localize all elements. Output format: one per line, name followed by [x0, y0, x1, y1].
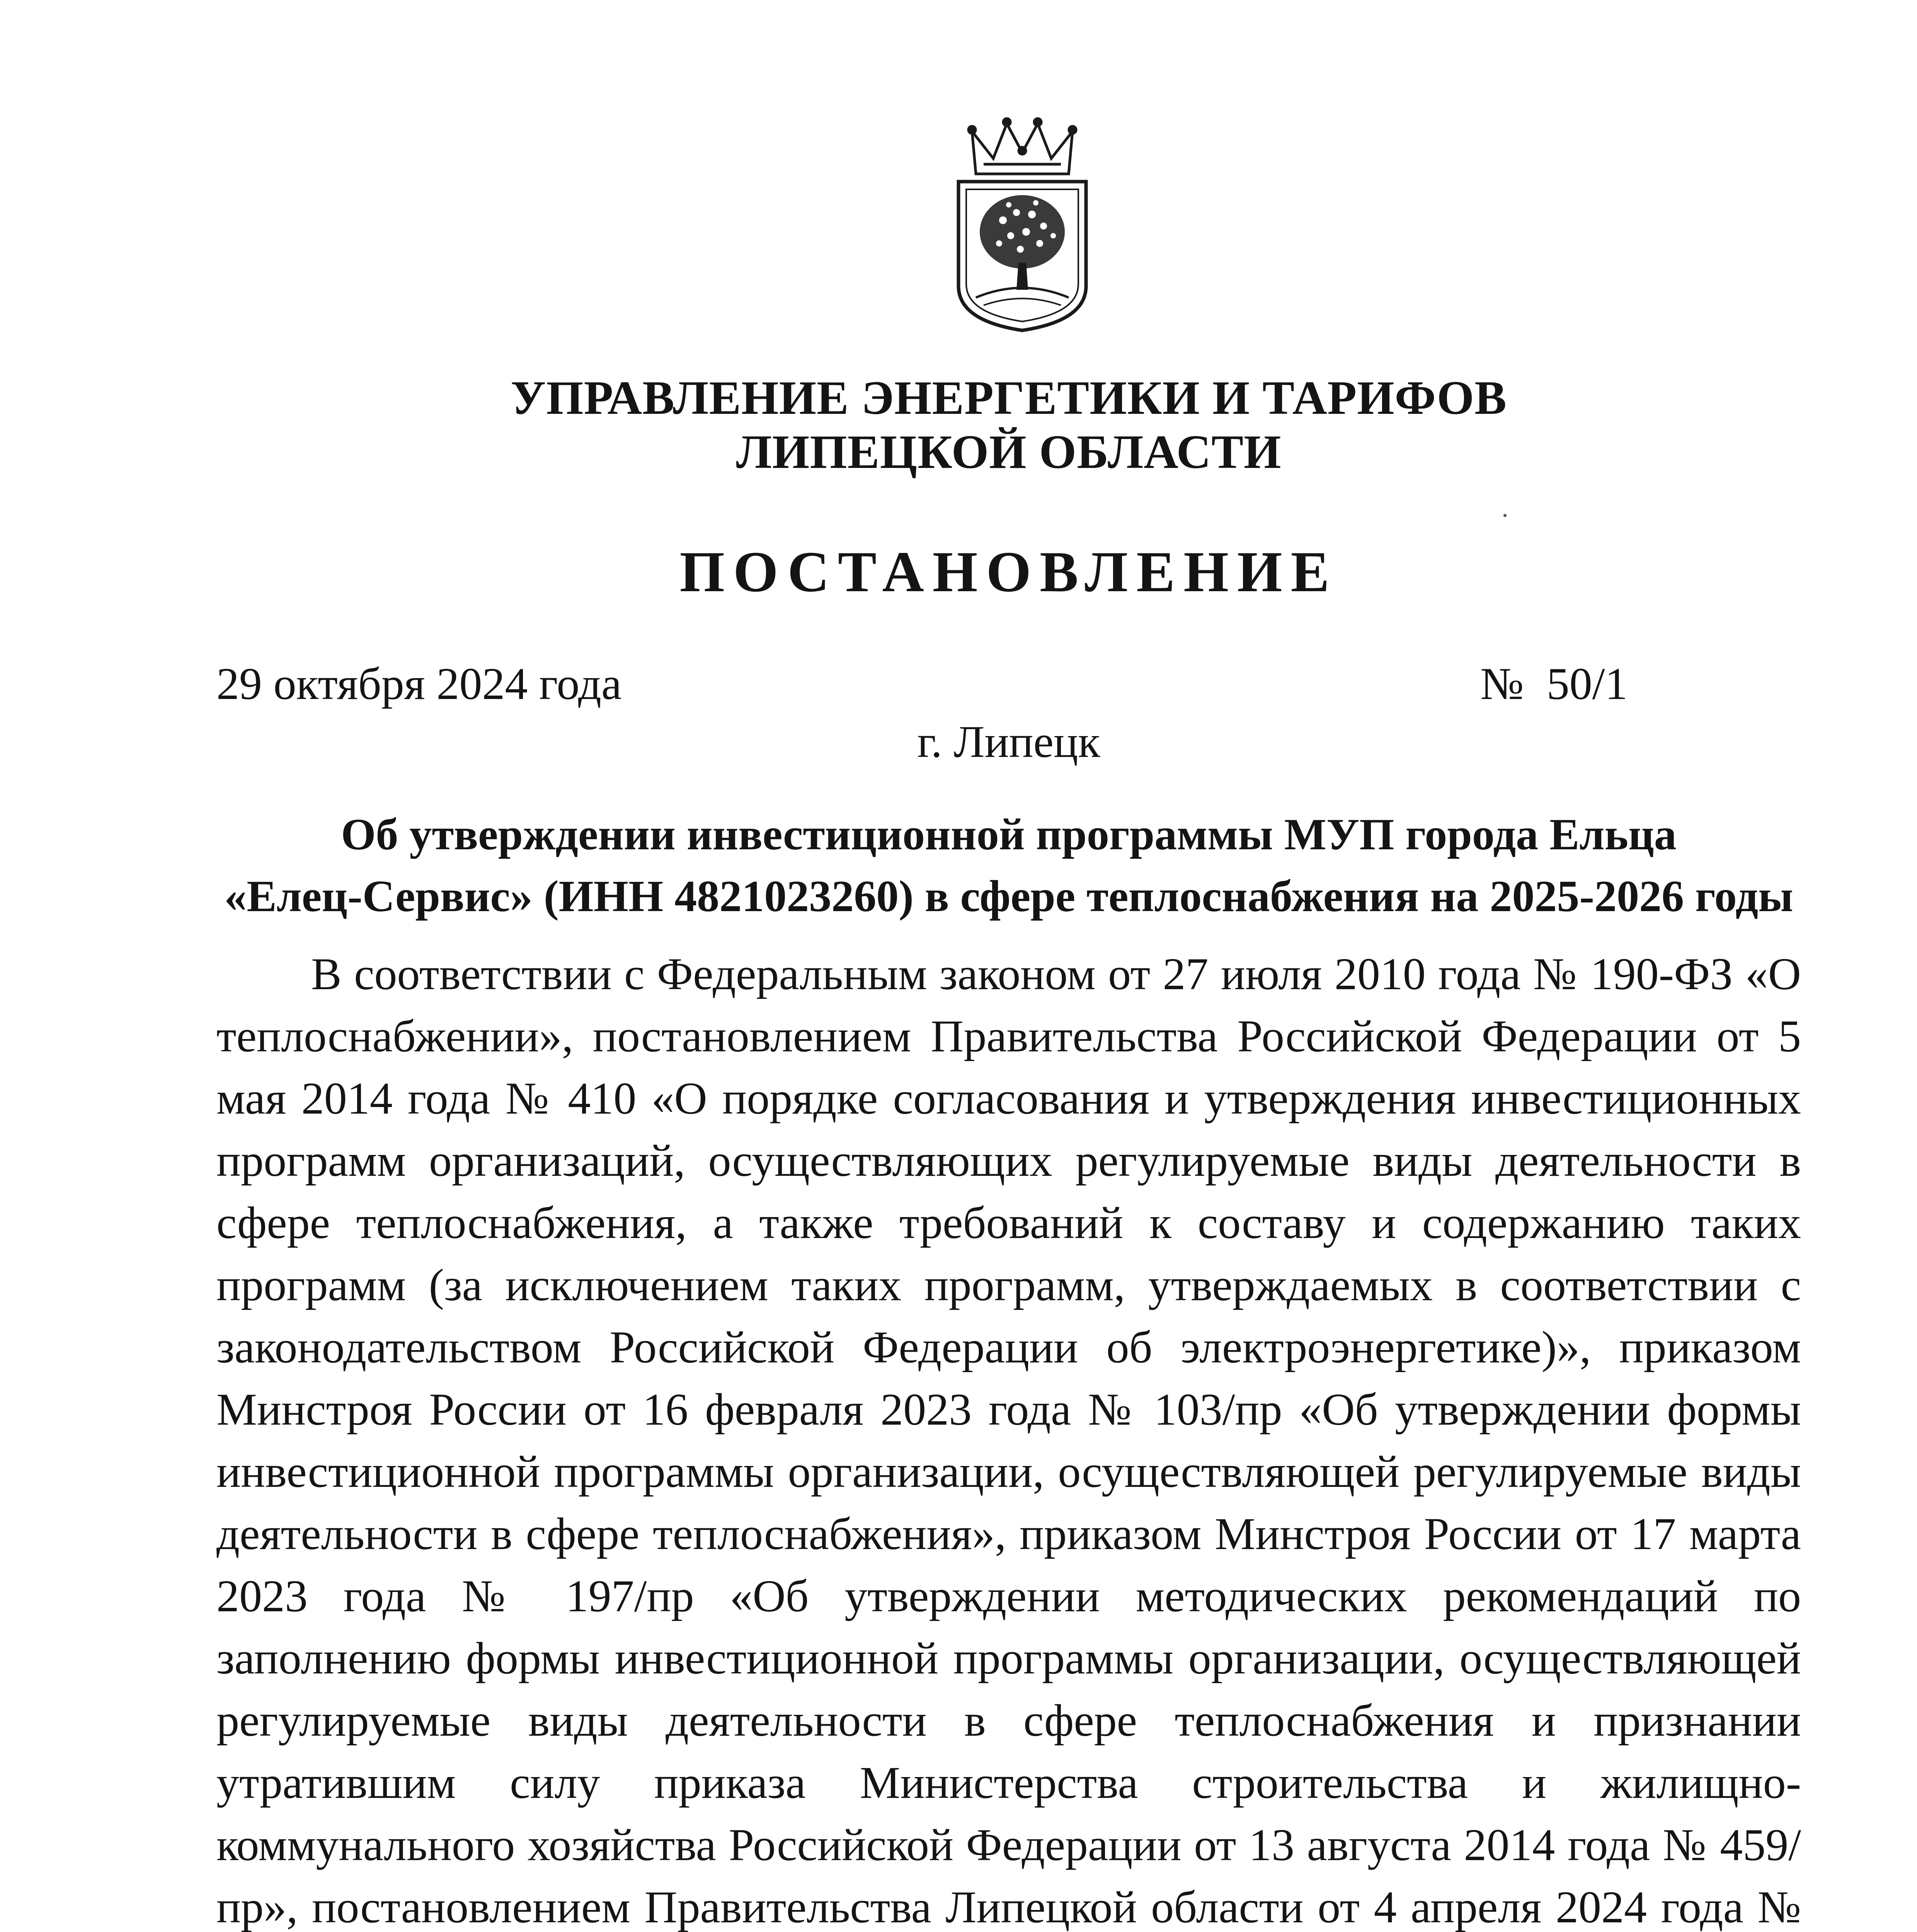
coat-of-arms-emblem: [949, 116, 1096, 332]
document-body: [216, 943, 1801, 1932]
document-number: № 50/1: [1480, 658, 1628, 709]
document-date: 29 октября 2024 года: [216, 658, 622, 709]
organization-name-line2: ЛИПЕЦКОЙ ОБЛАСТИ: [736, 425, 1282, 478]
subject-line1: Об утверждении инвестиционной программы МУП города Ельца: [341, 810, 1677, 859]
organization-name-line1: УПРАВЛЕНИЕ ЭНЕРГЕТИКИ И ТАРИФОВ: [511, 371, 1507, 424]
oak-tree-icon: [976, 195, 1069, 305]
crown-icon: [969, 119, 1076, 174]
scan-speck: [1503, 514, 1507, 517]
document-city: г. Липецк: [917, 716, 1100, 767]
body-paragraph-legal-basis: В соответствии с Федеральным законом от 27 июля 2010 года № 190-ФЗ «О теплоснабжении», постановлением Правительства Российской Федерации от 5 мая 2014 года № 410 «О порядке согласования и утверждения инвестиционных программ организаций, осуществляющих регулируемые виды деятельности в сфере теплоснабжения, а также требований к составу и содержанию таких программ (за исключением таких программ, утверждаемых в соответствии с законодательством Российской Федерации об электроэнергетике)», приказом Минстроя России от 16 февраля 2023 года № 103/пр «Об утверждении формы инвестиционной программы организации, осуществляющей регулируемые виды деятельности в сфере теплоснабжения», приказом Минстроя России от 17 марта 2023 года № 197/пр «Об утверждении методических рекомендаций по заполнению формы инвестиционной программы организации, осуществляющей регулируемые виды деятельности в сфере теплоснабжения и признании утратившим силу приказа Министерства строительства и жилищно-коммунального хозяйства Российской Федерации от 13 августа 2014 года № 459/пр», постановлением Правительства Липецкой области от 4 апреля 2024 года №: [216, 949, 1801, 1932]
document-subject: [216, 804, 1801, 927]
document-type-title: ПОСТАНОВЛЕНИЕ: [679, 540, 1338, 604]
subject-line2: «Елец-Сервис» (ИНН 4821023260) в сфере теплоснабжения на 2025-2026 годы: [224, 872, 1793, 921]
